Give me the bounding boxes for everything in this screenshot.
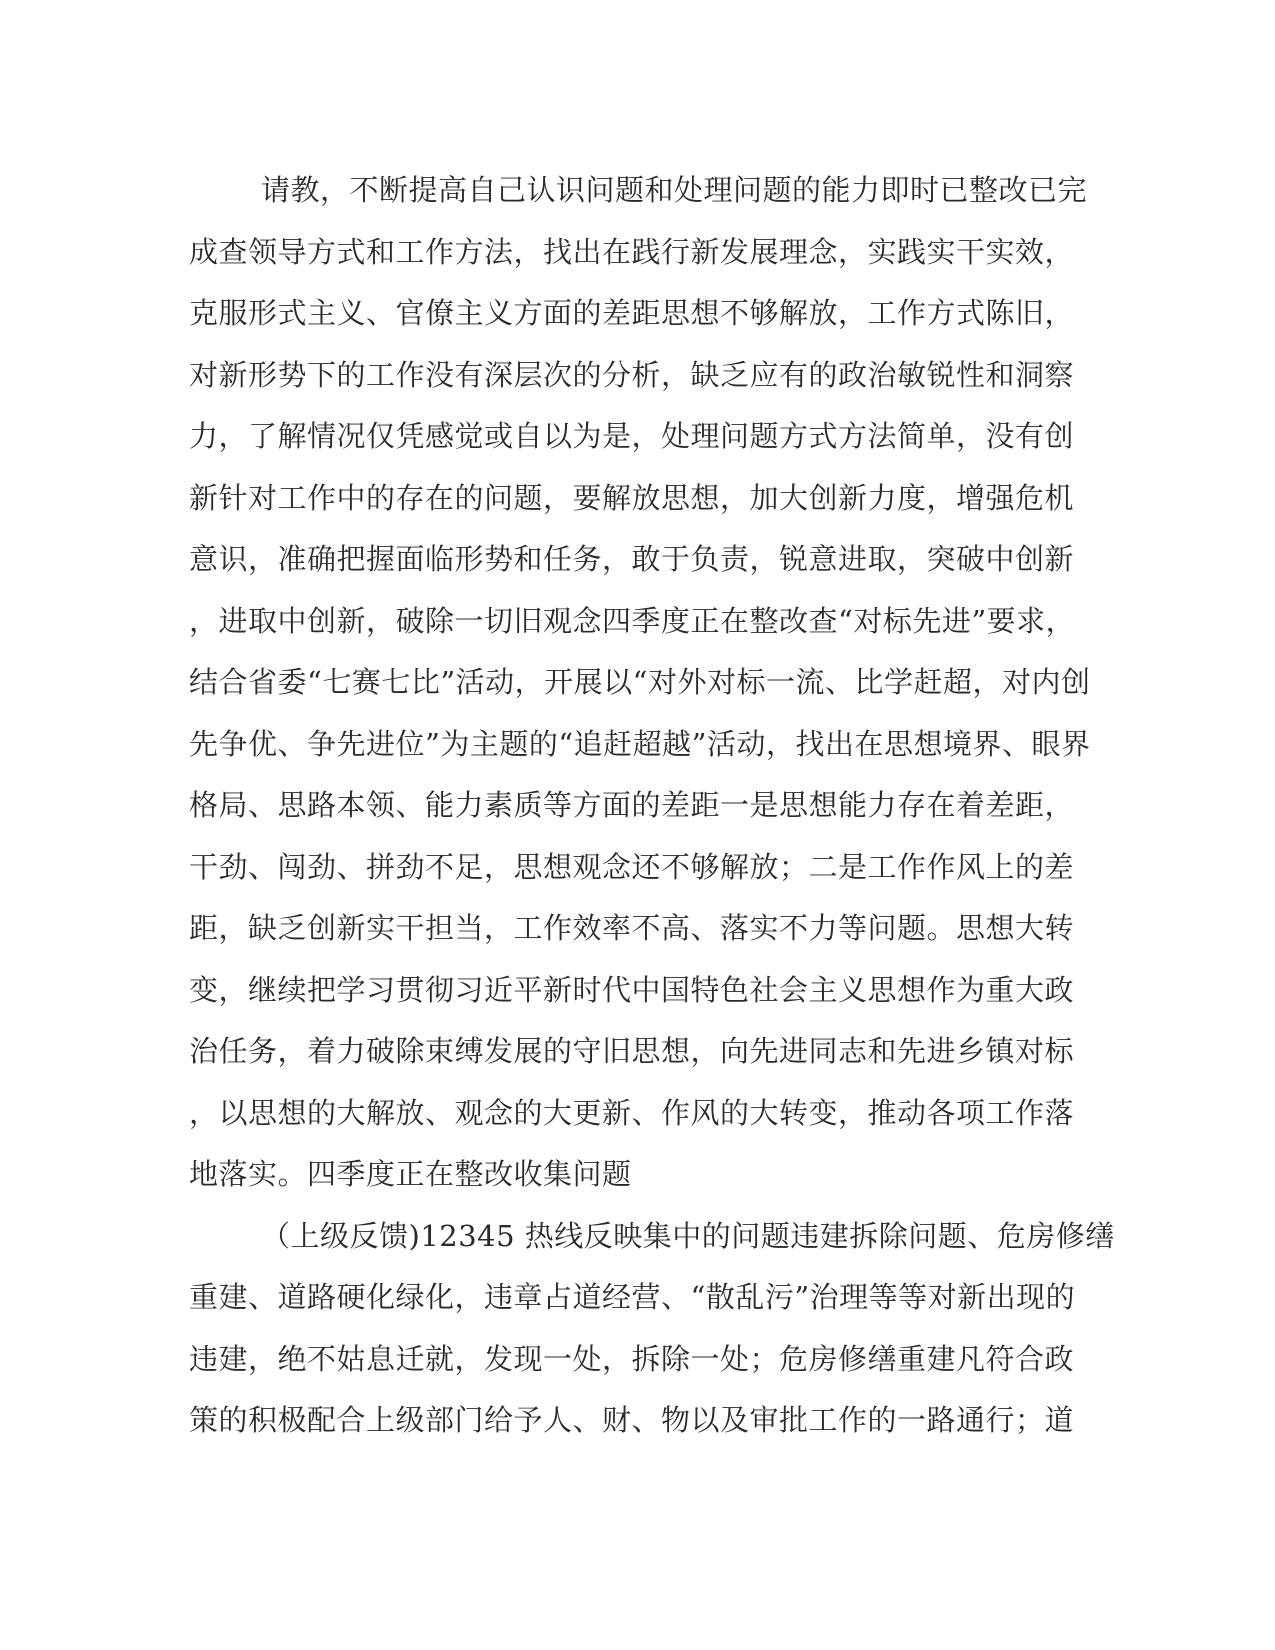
text-line: 对新形势下的工作没有深层次的分析，缺乏应有的政治敏锐性和洞察 [189,357,1075,392]
text-line: 新针对工作中的存在的问题，要解放思想，加大创新力度，增强危机 [189,480,1075,515]
text-line: 格局、思路本领、能力素质等方面的差距一是思想能力存在着差距， [189,788,1075,822]
text-line: ，进取中创新，破除一切旧观念四季度正在整改查“对标先进”要求， [189,603,1076,638]
text-line: 力，了解情况仅凭感觉或自以为是，处理问题方式方法简单，没有创 [189,419,1075,453]
text-line: （上级反馈)12345 热线反映集中的问题违建拆除问题、危房修缮 [261,1218,1115,1253]
document-body [189,160,1115,1452]
text-line: 意识，准确把握面临形势和任务，敢于负责，锐意进取，突破中创新 [189,542,1075,576]
text-line: 克服形式主义、官僚主义方面的差距思想不够解放，工作方式陈旧， [189,296,1075,330]
text-line: 策的积极配合上级部门给予人、财、物以及审批工作的一路通行；道 [189,1403,1075,1437]
text-line: 治任务，着力破除束缚发展的守旧思想，向先进同志和先进乡镇对标 [189,1034,1075,1068]
text-line: 违建，绝不姑息迁就，发现一处，拆除一处；危房修缮重建凡符合政 [189,1341,1075,1376]
text-line: 变，继续把学习贯彻习近平新时代中国特色社会主义思想作为重大政 [189,972,1075,1007]
text-line: 距，缺乏创新实干担当，工作效率不高、落实不力等问题。思想大转 [189,911,1075,945]
text-line: 重建、道路硬化绿化，违章占道经营、“散乱污”治理等等对新出现的 [189,1280,1076,1314]
text-line: 先争优、争先进位”为主题的“追赶超越”活动，找出在思想境界、眼界 [189,726,1091,761]
text-line: 请教，不断提高自己认识问题和处理问题的能力即时已整改已完 [261,173,1088,207]
text-line: 结合省委“七赛七比”活动，开展以“对外对标一流、比学赶超，对内创 [189,665,1091,699]
paragraph-1 [189,160,1089,1206]
text-line: 地落实。四季度正在整改收集问题 [189,1157,632,1191]
paragraph-2 [189,1206,1115,1452]
text-line: 干劲、闯劲、拼劲不足，思想观念还不够解放；二是工作作风上的差 [189,849,1075,884]
text-line: ，以思想的大解放、观念的大更新、作风的大转变，推动各项工作落 [189,1095,1075,1130]
text-line: 成查领导方式和工作方法，找出在践行新发展理念，实践实干实效， [189,234,1075,269]
